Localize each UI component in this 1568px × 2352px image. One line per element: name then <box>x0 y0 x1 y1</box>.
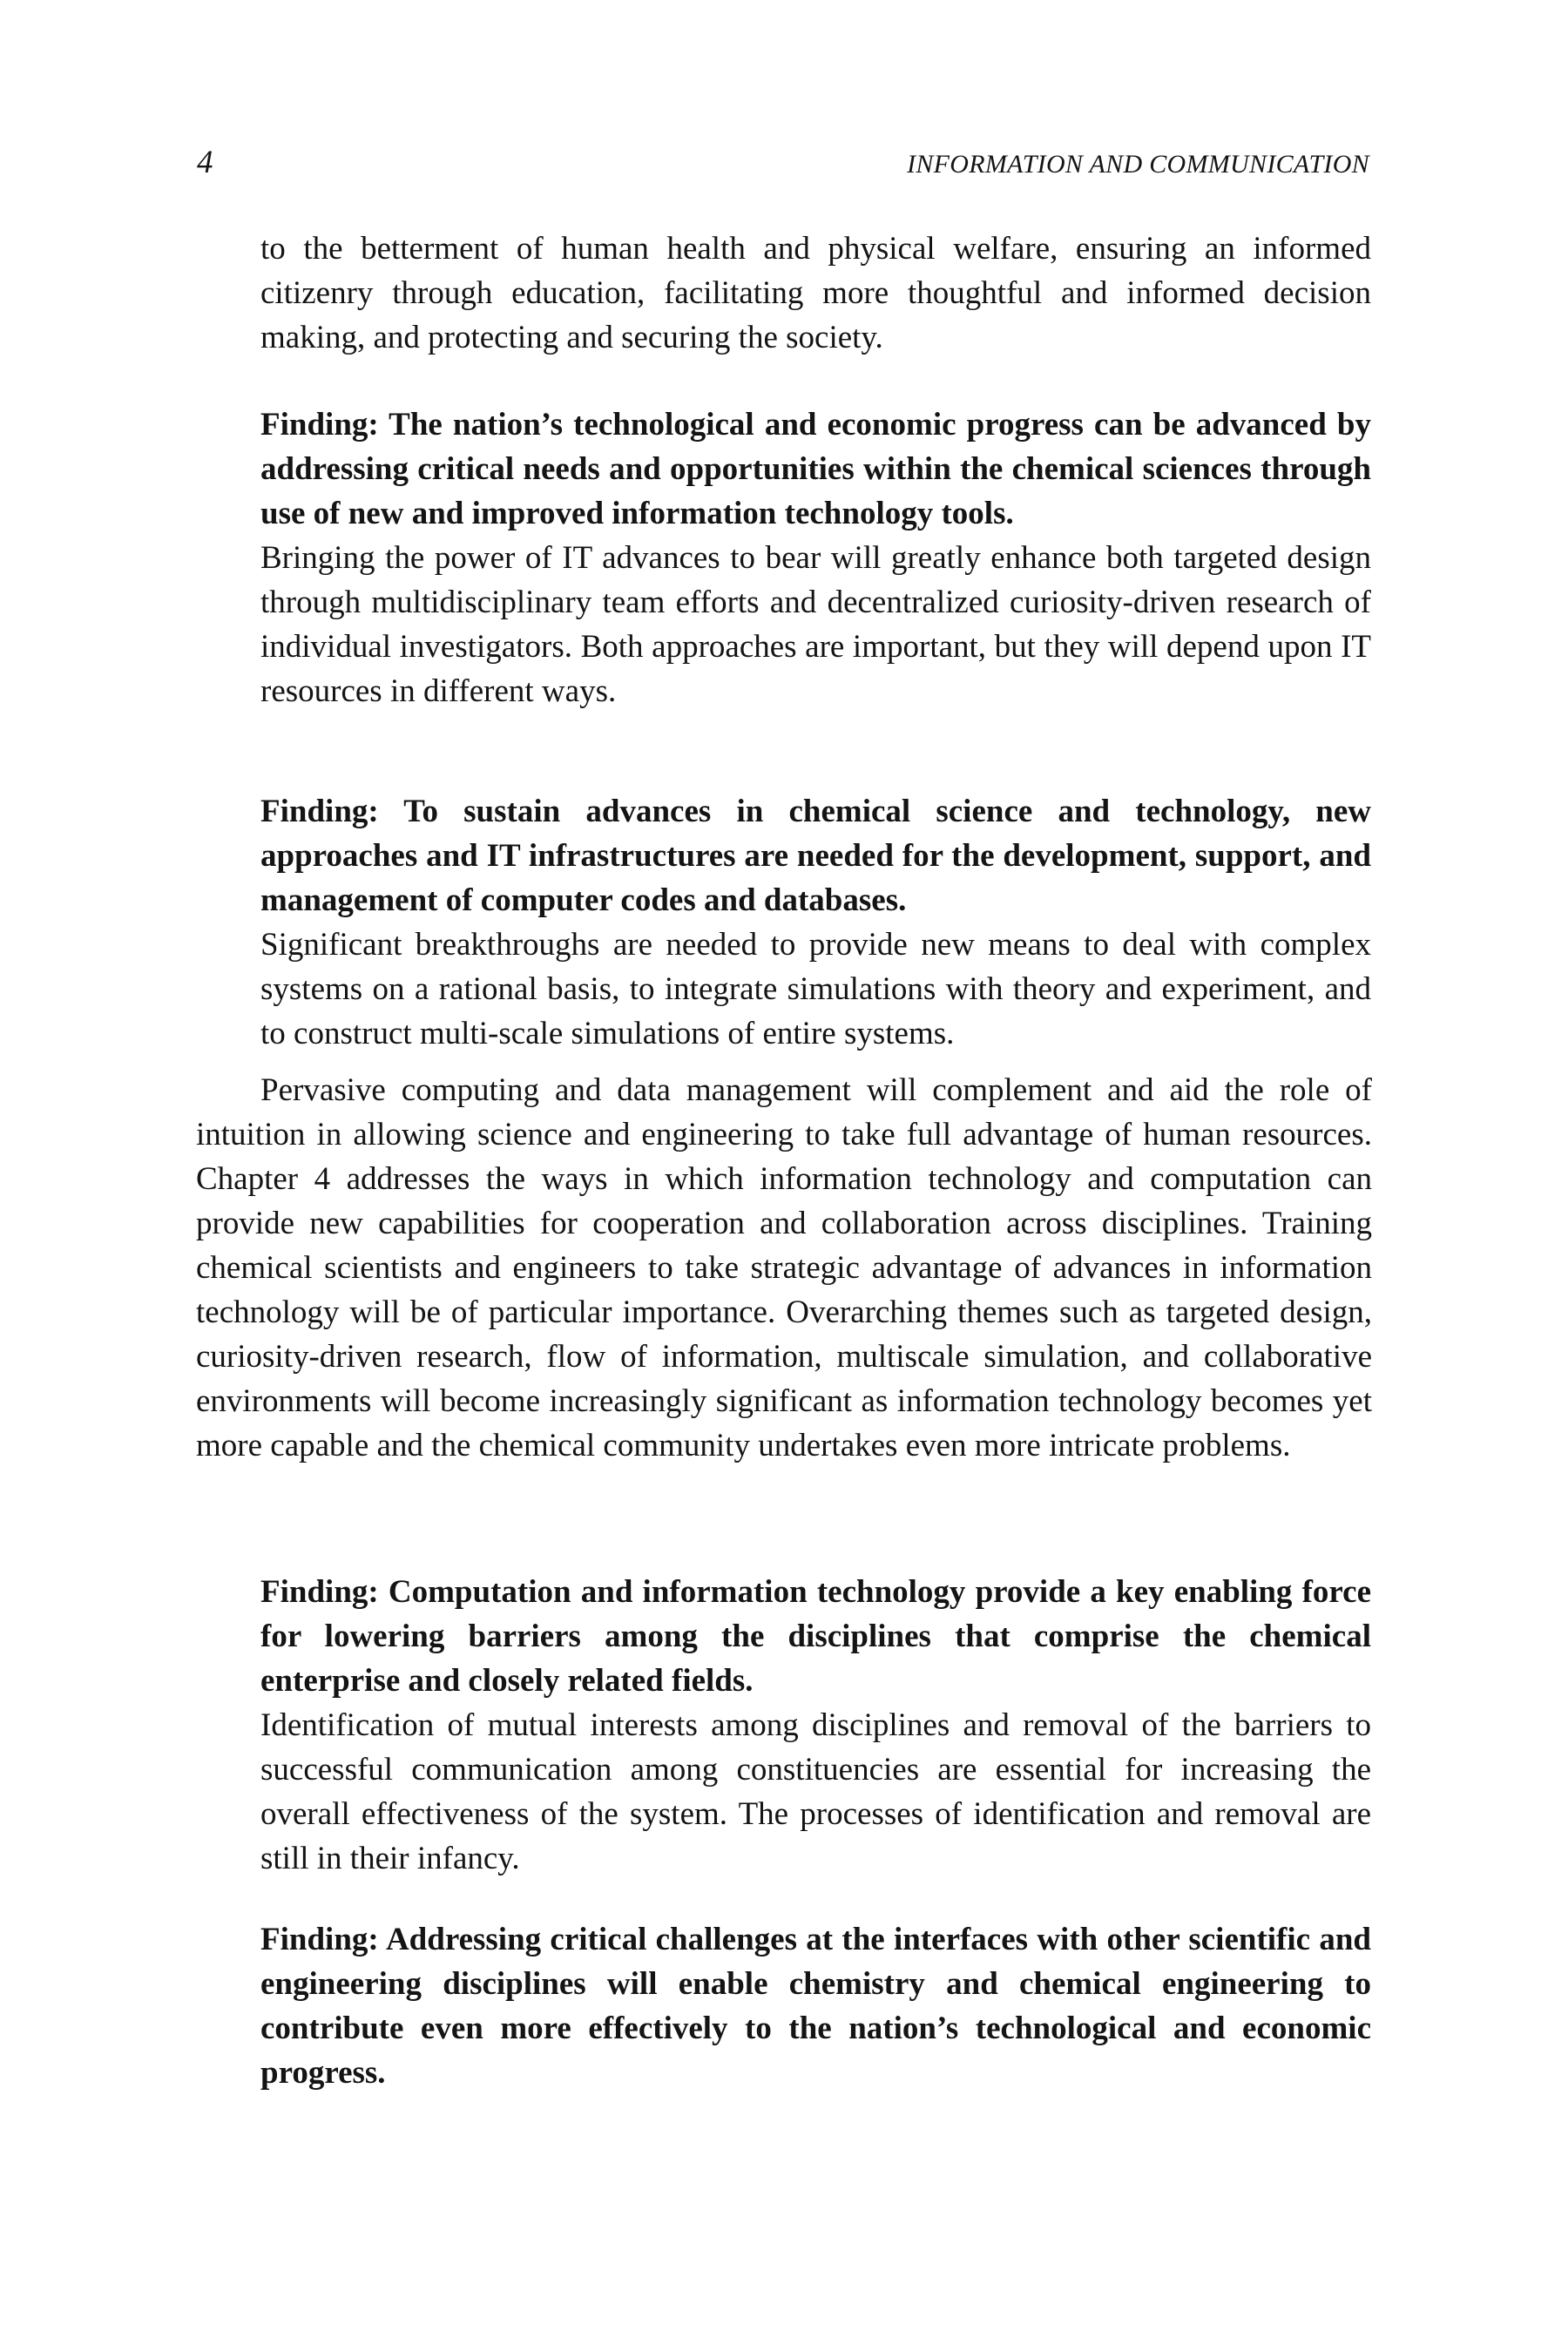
main-paragraph: Pervasive computing and data management will complement and aid the role of intuition in allowing science and engineering to take full advantage of human resources. Chapter 4 addresses the ways in which information technology and computation can provide new capabilities for cooperation and collaboration across disciplines. Training chemical scientists and engineers to take strategic advantage of advances in information technology will be of particular importance. Overarching themes such as targeted design, curiosity-driven research, flow of information, multiscale simulation, and collaborative environments will become increasingly significant as information technology becomes yet more capable and the chemical community undertakes even more intricate problems. <box>196 1072 1372 1463</box>
intro-continuation-paragraph: to the betterment of human health and physical welfare, ensuring an informed citizenry through education, facilitating more thoughtful and informed decision making, and protecting and securing the society. <box>260 231 1371 355</box>
page-number: 4 <box>197 145 213 180</box>
finding-block-1 <box>260 402 1371 713</box>
finding-text: Significant breakthroughs are needed to provide new means to deal with complex systems on a rational basis, to integrate simulations with theory and experiment, and to construct multi-scale simulations of entire systems. <box>260 927 1371 1051</box>
finding-title: Finding: Addressing critical challenges at the interfaces with other scientific and engineering disciplines will enable chemistry and chemical engineering to contribute even more effectively to the nation’s technological and economic progress. <box>260 1922 1371 2091</box>
running-head: INFORMATION AND COMMUNICATION <box>907 150 1369 179</box>
finding-block-3 <box>260 1570 1371 1881</box>
finding-text: Bringing the power of IT advances to bear will greatly enhance both targeted design through multidisciplinary team efforts and decentralized curiosity-driven research of individual investigators. Both approaches are important, but they will depend upon IT resources in different ways. <box>260 540 1371 709</box>
finding-text: Identification of mutual interests among disciplines and removal of the barriers to successful communication among constituencies are essential for increasing the overall effectiveness of the system. The processes of identification and removal are still in their infancy. <box>260 1707 1371 1876</box>
finding-block-4 <box>260 1917 1371 2095</box>
finding-title: Finding: The nation’s technological and economic progress can be advanced by addressing critical needs and opportunities within the chemical sciences through use of new and improved information technology tools. <box>260 407 1371 531</box>
finding-block-2 <box>260 789 1371 1056</box>
finding-title: Finding: Computation and information technology provide a key enabling force for lowering barriers among the disciplines that comprise the chemical enterprise and closely related fields. <box>260 1574 1371 1699</box>
finding-title: Finding: To sustain advances in chemical science and technology, new approaches and IT infrastructures are needed for the development, support, and management of computer codes and databases. <box>260 794 1371 918</box>
